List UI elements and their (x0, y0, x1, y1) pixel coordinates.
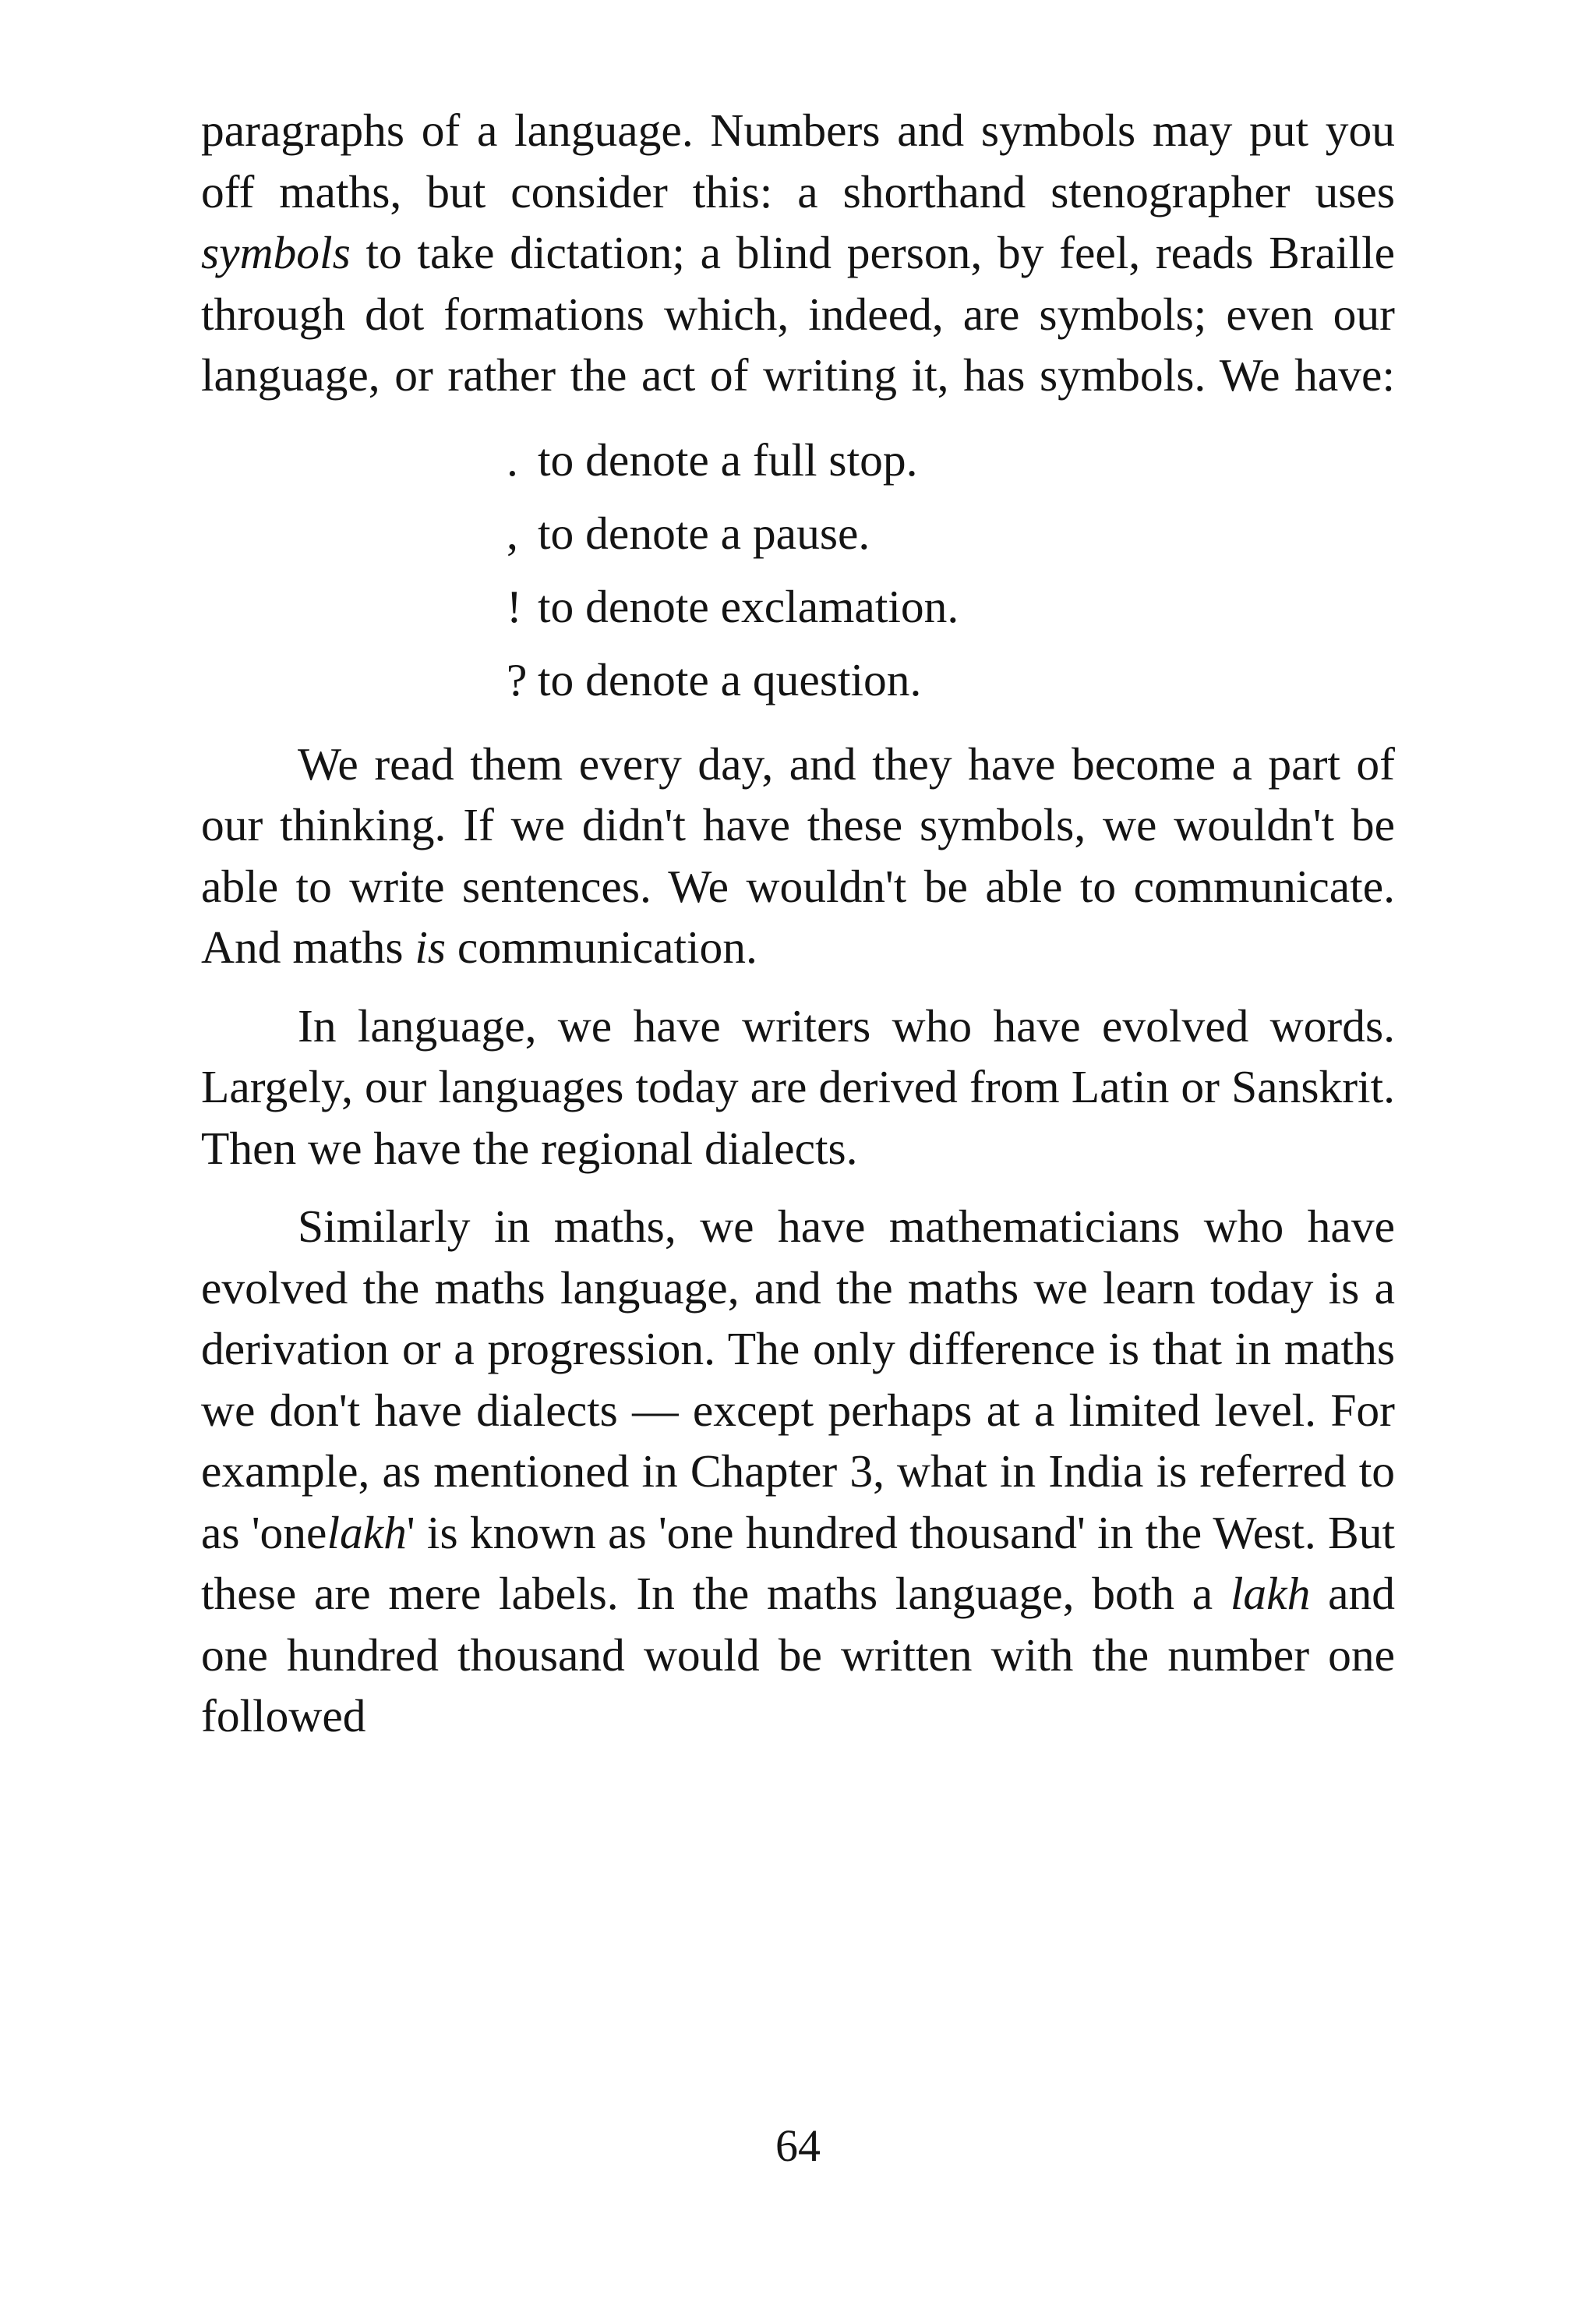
paragraph-text: and one hundred thousand would be written with the number one followed (201, 1568, 1396, 1741)
paragraph-language-writers (201, 995, 1395, 1179)
symbol-meaning: to denote a question. (538, 653, 922, 705)
list-item (507, 497, 1395, 570)
paragraph-text: ' is known as 'one hundred thousand' in the West. But these are mere labels. In the maths language, both a (201, 1506, 1395, 1619)
symbol-meaning: to denote a pause. (538, 507, 870, 559)
symbol-meaning: to denote exclamation. (538, 580, 959, 632)
emphasis-text: lakh (327, 1506, 407, 1558)
paragraph-text: paragraphs of a language. Numbers and symbols may put you off maths, but consider this: a shorthand stenographer uses (201, 104, 1395, 217)
list-item (507, 570, 1395, 643)
emphasis-text: symbols (201, 227, 351, 278)
list-item (507, 423, 1395, 497)
paragraph-maths-language (201, 1196, 1395, 1747)
paragraph-communication (201, 734, 1395, 978)
symbol-list (507, 423, 1395, 716)
paragraph-text: Similarly in maths, we have mathematicians who have evolved the maths language, and the maths we learn today is a derivation or a progression. The only difference is that in maths we don't have dialects — except perhaps at a limited level. For example, as mentioned in Chapter 3, what in India is referred to as 'one (201, 1200, 1395, 1558)
paragraph-text: to take dictation; a blind person, by feel, reads Braille through dot formations which, indeed, are symbols; even our language, or rather the act of writing it, has symbols. We have: (201, 227, 1396, 401)
emphasis-text: lakh (1230, 1568, 1311, 1619)
page-number: 64 (775, 2120, 821, 2171)
list-item (507, 643, 1395, 716)
paragraph-text: In language, we have writers who have evolved words. Largely, our languages today are derived from Latin or Sanskrit. Then we have the regional dialects. (201, 999, 1395, 1174)
paragraph-symbols-intro (201, 100, 1395, 406)
symbol-glyph: . (507, 433, 518, 486)
symbol-glyph: ! (507, 580, 522, 632)
symbol-glyph: ? (507, 653, 528, 705)
emphasis-text: is (415, 921, 447, 973)
symbol-meaning: to denote a full stop. (538, 433, 918, 486)
page-body (201, 100, 1395, 1747)
symbol-glyph: , (507, 507, 518, 559)
paragraph-text: communication. (457, 921, 757, 973)
paragraph-text: We read them every day, and they have become a part of our thinking. If we didn't have these symbols, we wouldn't be able to write sentences. We wouldn't be able to communicate. And maths (201, 737, 1395, 973)
